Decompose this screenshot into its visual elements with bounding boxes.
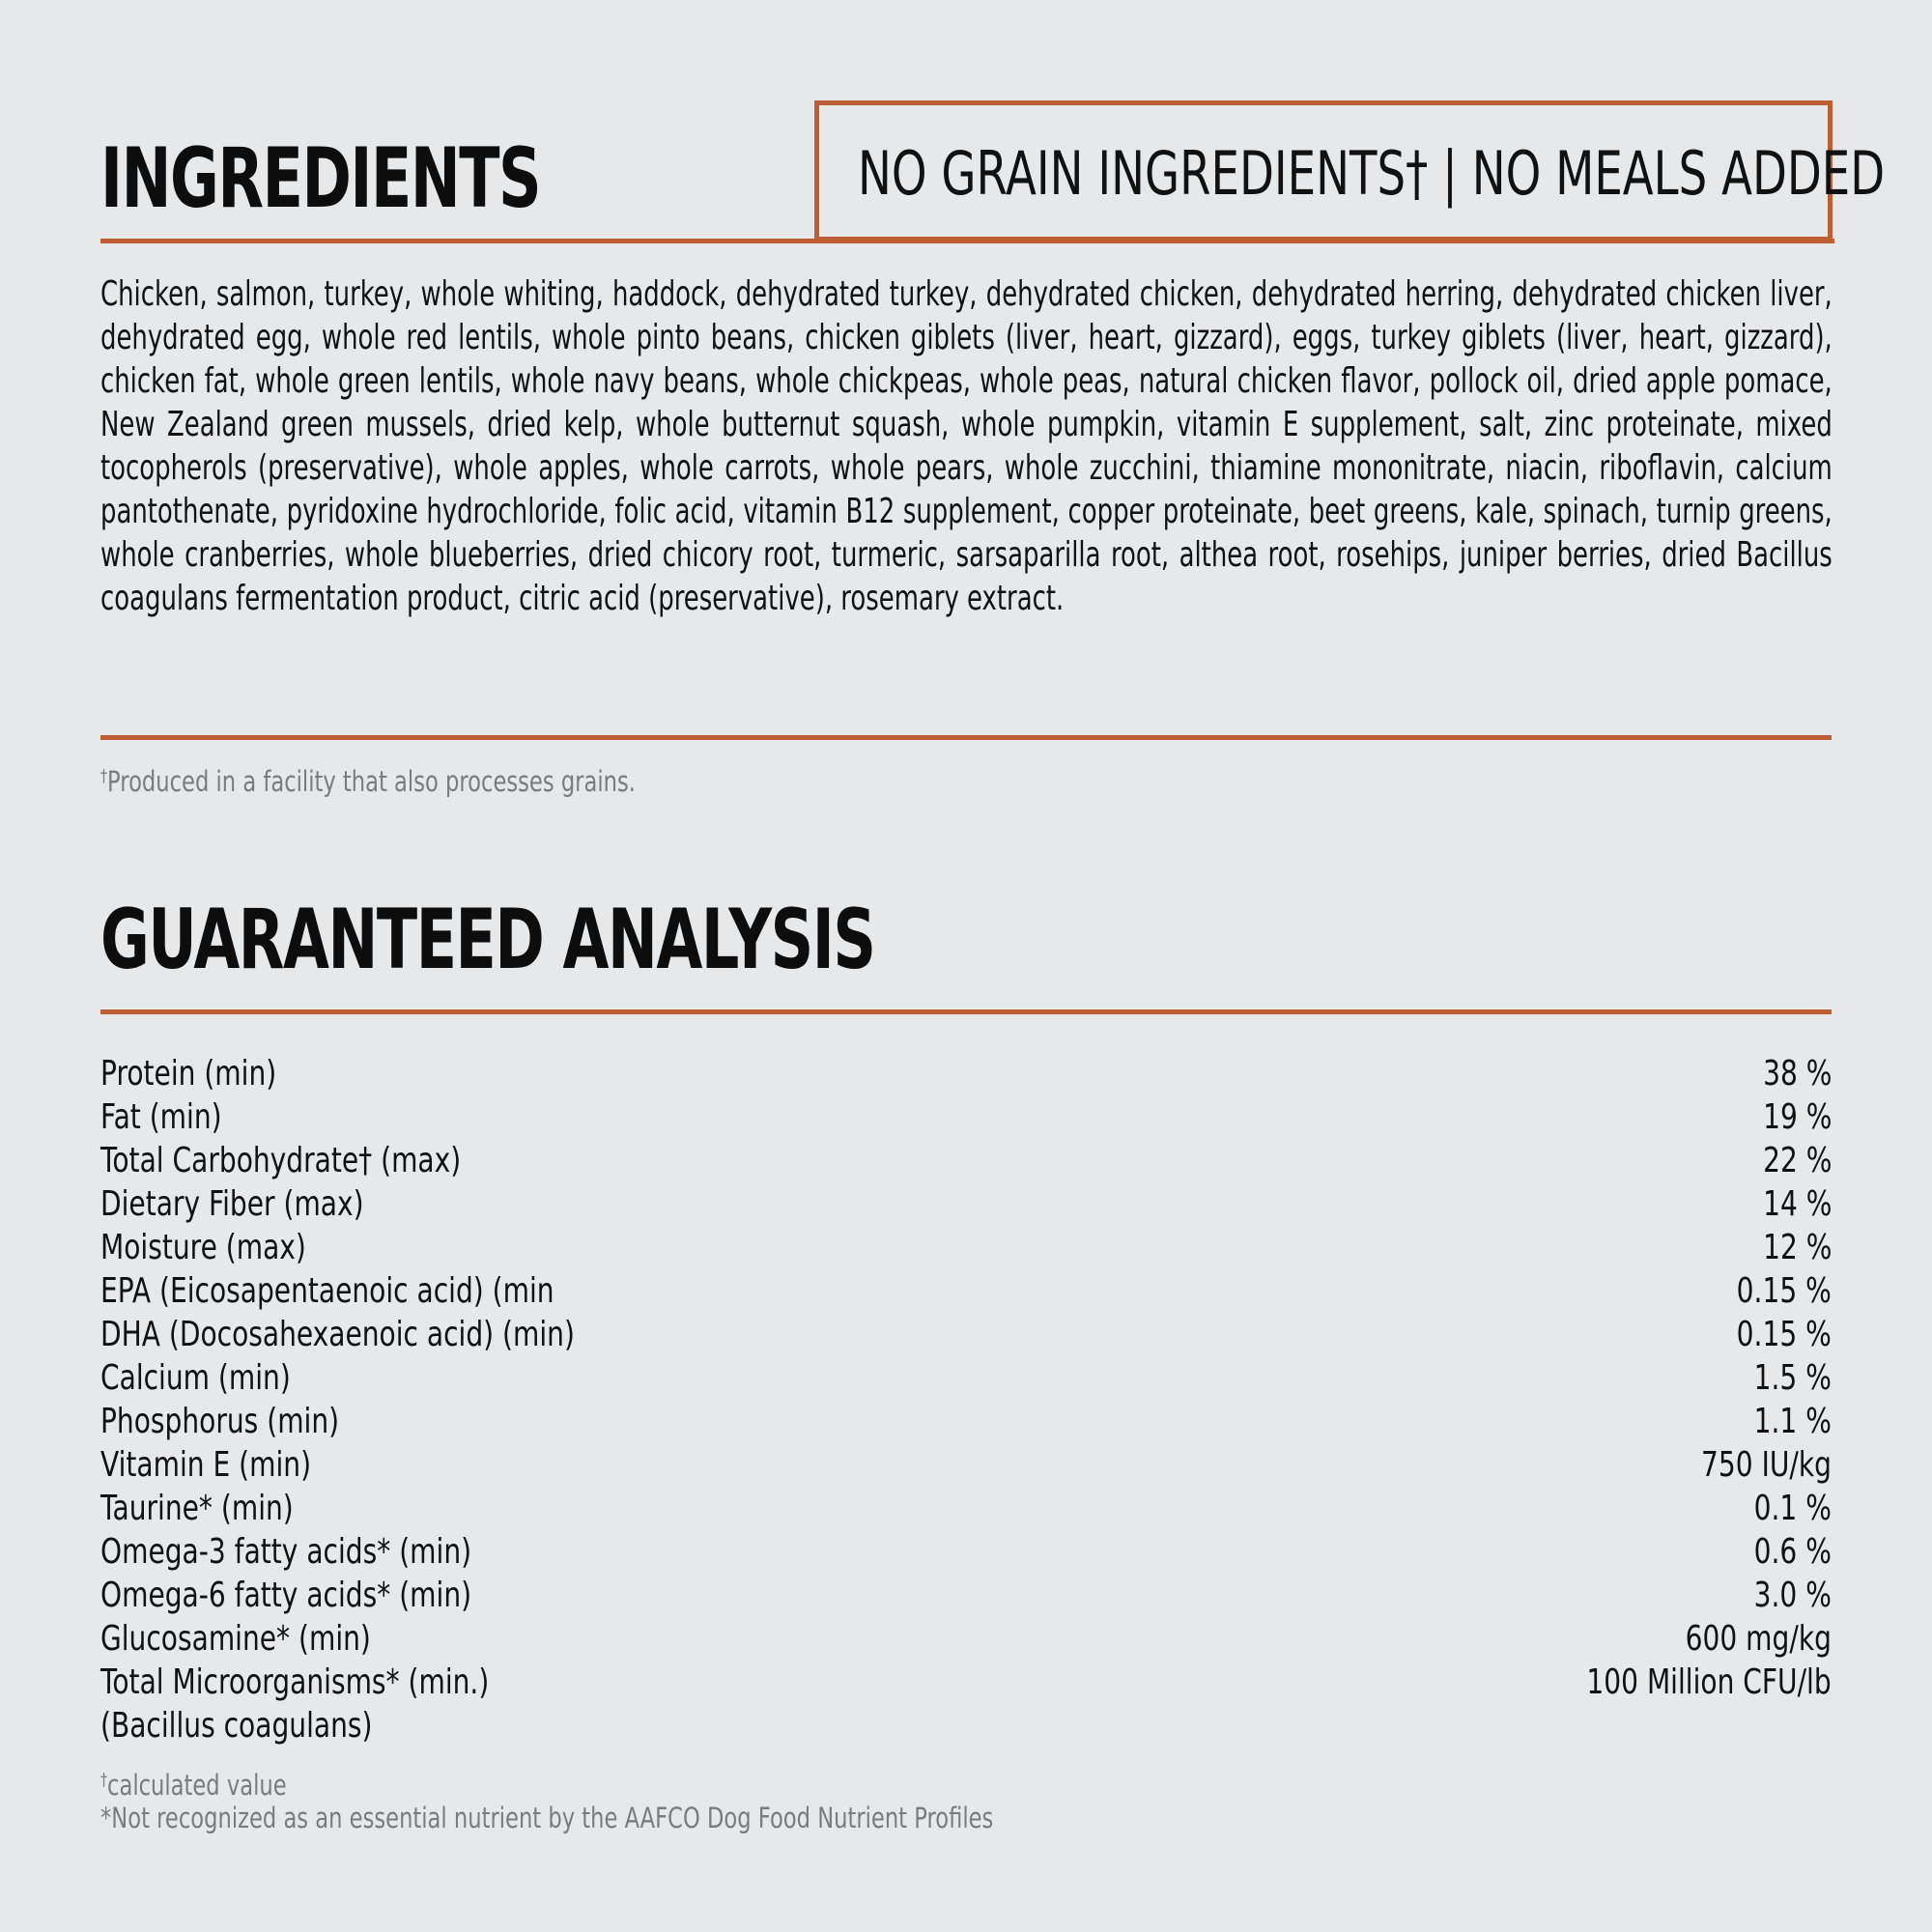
aafco-footnote: *Not recognized as an essential nutrient by the AAFCO Dog Food Nutrient Profiles (100, 1802, 994, 1834)
analysis-value: 19 % (1762, 1097, 1832, 1137)
analysis-row (100, 1704, 1832, 1747)
analysis-value: 1.1 % (1753, 1402, 1832, 1441)
analysis-value: 14 % (1762, 1184, 1832, 1224)
analysis-row (100, 1487, 1832, 1530)
analysis-row (100, 1617, 1832, 1661)
analysis-label: Protein (min) (100, 1054, 277, 1094)
analysis-row (100, 1313, 1832, 1356)
grain-facility-footnote (100, 757, 636, 801)
analysis-label: Glucosamine* (min) (100, 1619, 371, 1659)
analysis-row (100, 1356, 1832, 1400)
analysis-table (100, 1052, 1832, 1747)
analysis-value: 0.1 % (1753, 1489, 1832, 1528)
analysis-value: 38 % (1762, 1054, 1832, 1094)
analysis-row (100, 1269, 1832, 1313)
analysis-value: 12 % (1762, 1228, 1832, 1267)
analysis-label: (Bacillus coagulans) (100, 1706, 373, 1746)
analysis-value: 0.15 % (1736, 1315, 1832, 1354)
ingredients-bottom-divider (100, 735, 1832, 740)
ingredients-divider (100, 239, 1834, 243)
analysis-label: Taurine* (min) (100, 1489, 294, 1528)
analysis-value: 750 IU/kg (1701, 1445, 1832, 1485)
analysis-row (100, 1574, 1832, 1617)
dagger-mark: † (100, 766, 108, 786)
analysis-row (100, 1226, 1832, 1269)
ingredients-list: Chicken, salmon, turkey, whole whiting, haddock, dehydrated turkey, dehydrated chicken, dehydrated herring, dehydrated chicken liver, dehydrated egg, whole red lentils, whole pinto beans, chicken giblets (liver, heart, gizzard), eggs, turkey giblets (liver, heart, gizzard), chicken fat, whole green lentils, whole navy beans, whole chickpeas, whole peas, natural chicken flavor, pollock oil, dried apple pomace, New Zealand green mussels, dried kelp, whole butternut squash, whole pumpkin, vitamin E supplement, salt, zinc proteinate, mixed tocopherols (preservative), whole apples, whole carrots, whole pears, whole zucchini, thiamine mononitrate, niacin, riboflavin, calcium pantothenate, pyridoxine hydrochloride, folic acid, vitamin B12 supplement, copper proteinate, beet greens, kale, spinach, turnip greens, whole cranberries, whole blueberries, dried chicory root, turmeric, sarsaparilla root, althea root, rosehips, juniper berries, dried Bacillus coagulans fermentation product, citric acid (preservative), rosemary extract. (100, 274, 1833, 618)
claim-box (814, 100, 1886, 242)
analysis-label: Calcium (min) (100, 1358, 291, 1398)
analysis-label: Omega-6 fatty acids* (min) (100, 1576, 472, 1615)
analysis-value: 0.15 % (1736, 1271, 1832, 1311)
analysis-row (100, 1400, 1832, 1443)
analysis-row (100, 1052, 1832, 1095)
analysis-divider (100, 1009, 1832, 1014)
analysis-label: Dietary Fiber (max) (100, 1184, 364, 1224)
analysis-value: 3.0 % (1753, 1576, 1832, 1615)
analysis-row (100, 1139, 1832, 1182)
analysis-label: Moisture (max) (100, 1228, 306, 1267)
analysis-value: 100 Million CFU/lb (1586, 1662, 1832, 1702)
analysis-row (100, 1095, 1832, 1139)
grain-facility-footnote-text: Produced in a facility that also processes grains. (107, 765, 636, 798)
analysis-value: 0.6 % (1753, 1532, 1832, 1572)
calculated-value-footnote-text: calculated value (107, 1769, 287, 1802)
analysis-label: Fat (min) (100, 1097, 222, 1137)
analysis-row (100, 1443, 1832, 1487)
analysis-label: Phosphorus (min) (100, 1402, 340, 1441)
analysis-label: EPA (Eicosapentaenoic acid) (min (100, 1271, 554, 1311)
claim-text: NO GRAIN INGREDIENTS† | NO MEALS ADDED (858, 138, 1886, 209)
analysis-label: Total Microorganisms* (min.) (100, 1662, 490, 1702)
analysis-row (100, 1530, 1832, 1574)
analysis-heading: GUARANTEED ANALYSIS (100, 892, 875, 988)
analysis-label: Vitamin E (min) (100, 1445, 312, 1485)
analysis-row (100, 1661, 1832, 1704)
analysis-value: 1.5 % (1753, 1358, 1832, 1398)
analysis-label: Omega-3 fatty acids* (min) (100, 1532, 472, 1572)
dagger-mark: † (100, 1770, 108, 1790)
analysis-value: 22 % (1762, 1141, 1832, 1180)
analysis-label: DHA (Docosahexaenoic acid) (min) (100, 1315, 575, 1354)
analysis-value: 600 mg/kg (1685, 1619, 1832, 1659)
analysis-row (100, 1182, 1832, 1226)
ingredients-heading: INGREDIENTS (100, 130, 541, 227)
analysis-label: Total Carbohydrate† (max) (100, 1141, 462, 1180)
